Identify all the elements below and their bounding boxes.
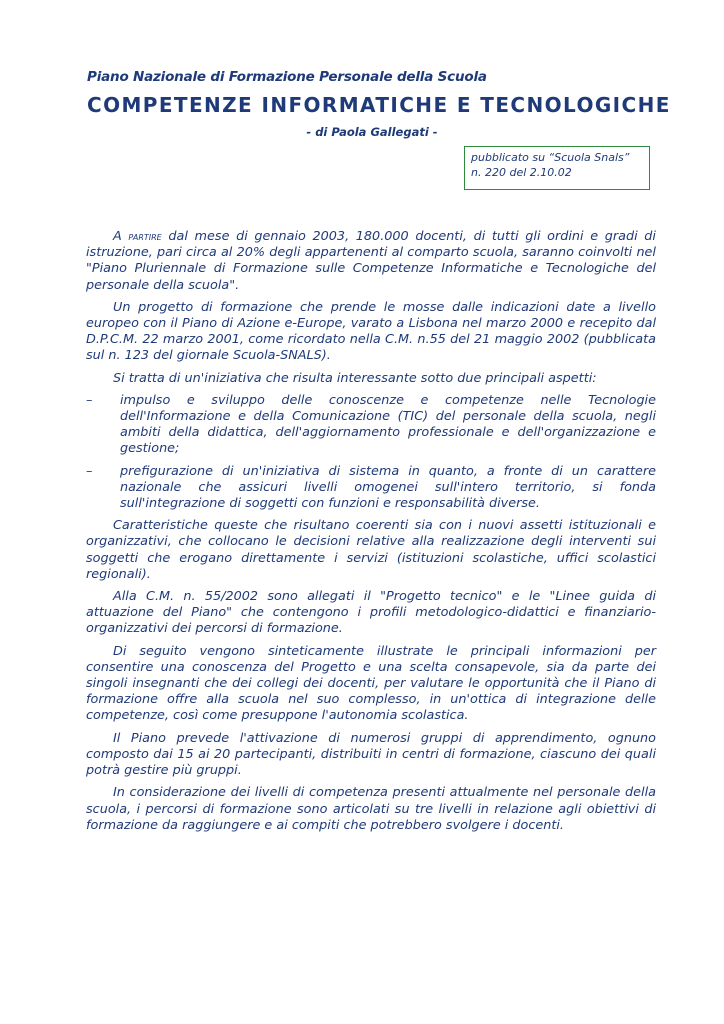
paragraph-7: Il Piano prevede l'attivazione di numerosi gruppi di apprendimento, ognuno composto dai 15 ai 20 partecipanti, distribuiti in centri di formazione, ciascuno dei quali potrà gestire più gruppi. [86, 730, 656, 779]
paragraph-8: In considerazione dei livelli di competenza presenti attualmente nel personale della scuola, i percorsi di formazione sono articolati su tre livelli in relazione agli obiettivi di formazione da raggiungere e ai compiti che potrebbero svolgere i docenti. [86, 785, 656, 833]
byline-suffix: - [432, 125, 438, 139]
series-heading: Piano Nazionale di Formazione Personale della Scuola [87, 69, 487, 85]
bullet-item [86, 464, 656, 513]
paragraph-1-smallcaps: partire [128, 229, 162, 243]
author-name: Paola Gallegati [331, 125, 429, 139]
paragraph-1-lead: A [113, 229, 122, 244]
paragraph-1 [86, 228, 656, 294]
paragraph-6: Di seguito vengono sinteticamente illustrate le principali informazioni per consentire una conoscenza del Progetto e una scelta consapevole, sia da parte dei singoli insegnanti che dei collegi dei docenti, per valutare le opportunità che il Piano di formazione offre alla scuola nel suo complesso, in un'ottica di integrazione delle competenze, così come presuppone l'autonomia scolastica. [86, 643, 656, 724]
publication-issue: n. 220 del 2.10.02 [471, 166, 572, 179]
publication-source: pubblicato su “Scuola Snals” [471, 151, 630, 164]
paragraph-3: Si tratta di un'iniziativa che risulta interessante sotto due principali aspetti: [113, 370, 597, 386]
article-body [86, 228, 656, 840]
byline [0, 125, 724, 139]
document-title: COMPETENZE INFORMATICHE E TECNOLOGICHE [87, 93, 671, 117]
byline-prefix: - di [306, 125, 328, 139]
publication-box [464, 146, 650, 190]
paragraph-1-text: dal mese di gennaio 2003, 180.000 docenti, di tutti gli ordini e gradi di istruzione, pari circa al 20% degli appartenenti al comparto scuola, saranno coinvolti nel "Piano Pluriennale di Formazione sulle Competenze Informatiche e Tecnologiche del personale della scuola". [86, 229, 656, 293]
bullet-item [86, 393, 656, 458]
bullet-text: impulso e sviluppo delle conoscenze e competenze nelle Tecnologie dell'Informazione e della Comunicazione (TIC) del personale della scuola, negli ambiti della didattica, dell'aggiornamento professionale e dell'organizzazione e gestione; [120, 392, 656, 457]
paragraph-4: Caratteristiche queste che risultano coerenti sia con i nuovi assetti istituzionali e organizzativi, che collocano le decisioni relative alla realizzazione degli interventi sui soggetti che erogano direttamente i servizi (istituzioni scolastiche, uffici scolastici regionali). [86, 518, 656, 582]
bullet-dash: – [86, 392, 93, 408]
bullet-text: prefigurazione di un'iniziativa di sistema in quanto, a fronte di un carattere nazionale che assicuri livelli omogenei sull'intero territorio, si fonda sull'integrazione di soggetti con funzioni e responsabilità diverse. [120, 463, 656, 512]
bullet-dash: – [86, 463, 93, 479]
paragraph-5: Alla C.M. n. 55/2002 sono allegati il "Progetto tecnico" e le "Linee guida di attuazione del Piano" che contengono i profili metodologico-didattici e finanziario-organizzativi dei percorsi di formazione. [86, 589, 656, 637]
paragraph-2: Un progetto di formazione che prende le mosse dalle indicazioni date a livello europeo con il Piano di Azione e-Europe, varato a Lisbona nel marzo 2000 e recepito dal D.P.C.M. 22 marzo 2001, come ricordato nella C.M. n.55 del 21 maggio 2002 (pubblicata sul n. 123 del giornale Scuola-SNALS). [86, 299, 656, 364]
